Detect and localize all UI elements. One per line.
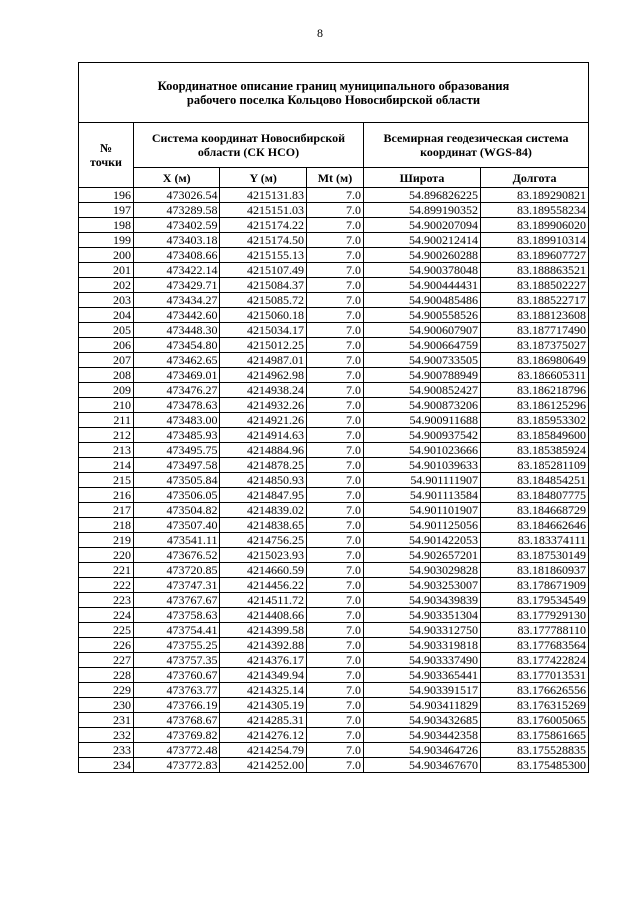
cell-point-number: 232 <box>79 728 134 743</box>
cell-y: 4214932.26 <box>220 398 307 413</box>
table-row <box>79 503 589 518</box>
cell-x: 473448.30 <box>133 323 220 338</box>
cell-latitude: 54.903319818 <box>363 638 480 653</box>
table-row <box>79 683 589 698</box>
cell-mt: 7.0 <box>306 578 363 593</box>
cell-point-number: 211 <box>79 413 134 428</box>
cell-x: 473757.35 <box>133 653 220 668</box>
cell-mt: 7.0 <box>306 698 363 713</box>
cell-point-number: 219 <box>79 533 134 548</box>
cell-x: 473026.54 <box>133 188 220 203</box>
header-point-symbol: № <box>99 141 112 155</box>
cell-longitude: 83.178671909 <box>481 578 589 593</box>
header-mt: Mt (м) <box>306 168 363 188</box>
table-row <box>79 293 589 308</box>
cell-mt: 7.0 <box>306 518 363 533</box>
cell-longitude: 83.177013531 <box>481 668 589 683</box>
cell-point-number: 230 <box>79 698 134 713</box>
cell-x: 473541.11 <box>133 533 220 548</box>
header-wgs-line-1: Всемирная геодезическая система <box>383 131 569 145</box>
cell-latitude: 54.900558526 <box>363 308 480 323</box>
table-row <box>79 203 589 218</box>
cell-point-number: 209 <box>79 383 134 398</box>
cell-x: 473505.84 <box>133 473 220 488</box>
cell-longitude: 83.177788110 <box>481 623 589 638</box>
cell-longitude: 83.177683564 <box>481 638 589 653</box>
cell-x: 473768.67 <box>133 713 220 728</box>
table-title <box>79 63 589 123</box>
cell-y: 4214660.59 <box>220 563 307 578</box>
cell-latitude: 54.900607907 <box>363 323 480 338</box>
cell-mt: 7.0 <box>306 293 363 308</box>
cell-point-number: 220 <box>79 548 134 563</box>
cell-mt: 7.0 <box>306 428 363 443</box>
cell-longitude: 83.188522717 <box>481 293 589 308</box>
cell-longitude: 83.187530149 <box>481 548 589 563</box>
cell-mt: 7.0 <box>306 653 363 668</box>
table-row <box>79 338 589 353</box>
cell-x: 473506.05 <box>133 488 220 503</box>
header-nso-system <box>133 123 363 168</box>
cell-longitude: 83.184807775 <box>481 488 589 503</box>
cell-latitude: 54.900873206 <box>363 398 480 413</box>
table-row <box>79 248 589 263</box>
header-latitude: Широта <box>363 168 480 188</box>
cell-x: 473766.19 <box>133 698 220 713</box>
cell-mt: 7.0 <box>306 218 363 233</box>
cell-mt: 7.0 <box>306 563 363 578</box>
cell-longitude: 83.175861665 <box>481 728 589 743</box>
table-row <box>79 278 589 293</box>
cell-longitude: 83.181860937 <box>481 563 589 578</box>
cell-mt: 7.0 <box>306 233 363 248</box>
cell-y: 4214392.88 <box>220 638 307 653</box>
cell-mt: 7.0 <box>306 473 363 488</box>
cell-mt: 7.0 <box>306 713 363 728</box>
cell-point-number: 229 <box>79 683 134 698</box>
cell-latitude: 54.900260288 <box>363 248 480 263</box>
cell-longitude: 83.187717490 <box>481 323 589 338</box>
cell-mt: 7.0 <box>306 383 363 398</box>
cell-y: 4214456.22 <box>220 578 307 593</box>
cell-mt: 7.0 <box>306 683 363 698</box>
cell-mt: 7.0 <box>306 203 363 218</box>
cell-x: 473504.82 <box>133 503 220 518</box>
cell-y: 4214987.01 <box>220 353 307 368</box>
cell-point-number: 215 <box>79 473 134 488</box>
table-row <box>79 713 589 728</box>
table-row <box>79 383 589 398</box>
cell-mt: 7.0 <box>306 623 363 638</box>
cell-longitude: 83.186605311 <box>481 368 589 383</box>
cell-point-number: 196 <box>79 188 134 203</box>
cell-y: 4214847.95 <box>220 488 307 503</box>
cell-x: 473469.01 <box>133 368 220 383</box>
cell-longitude: 83.186218796 <box>481 383 589 398</box>
cell-mt: 7.0 <box>306 398 363 413</box>
cell-point-number: 200 <box>79 248 134 263</box>
cell-longitude: 83.179534549 <box>481 593 589 608</box>
cell-mt: 7.0 <box>306 278 363 293</box>
cell-x: 473763.77 <box>133 683 220 698</box>
table-row <box>79 308 589 323</box>
cell-longitude: 83.184854251 <box>481 473 589 488</box>
cell-y: 4214921.26 <box>220 413 307 428</box>
cell-y: 4214850.93 <box>220 473 307 488</box>
table-row <box>79 743 589 758</box>
cell-x: 473485.93 <box>133 428 220 443</box>
cell-latitude: 54.903432685 <box>363 713 480 728</box>
cell-x: 473767.67 <box>133 593 220 608</box>
cell-x: 473483.00 <box>133 413 220 428</box>
cell-longitude: 83.176005065 <box>481 713 589 728</box>
cell-latitude: 54.903442358 <box>363 728 480 743</box>
table-row <box>79 233 589 248</box>
cell-mt: 7.0 <box>306 533 363 548</box>
table-row <box>79 458 589 473</box>
cell-latitude: 54.901039633 <box>363 458 480 473</box>
cell-latitude: 54.903464726 <box>363 743 480 758</box>
cell-mt: 7.0 <box>306 188 363 203</box>
cell-point-number: 226 <box>79 638 134 653</box>
table-row <box>79 428 589 443</box>
cell-longitude: 83.184662646 <box>481 518 589 533</box>
cell-y: 4214839.02 <box>220 503 307 518</box>
table-row <box>79 653 589 668</box>
cell-y: 4214305.19 <box>220 698 307 713</box>
cell-x: 473476.27 <box>133 383 220 398</box>
cell-y: 4214756.25 <box>220 533 307 548</box>
table-row <box>79 728 589 743</box>
cell-longitude: 83.185281109 <box>481 458 589 473</box>
cell-longitude: 83.189290821 <box>481 188 589 203</box>
table-row <box>79 758 589 773</box>
cell-longitude: 83.177422824 <box>481 653 589 668</box>
cell-point-number: 199 <box>79 233 134 248</box>
cell-latitude: 54.903253007 <box>363 578 480 593</box>
cell-longitude: 83.189910314 <box>481 233 589 248</box>
cell-latitude: 54.899190352 <box>363 203 480 218</box>
cell-longitude: 83.188863521 <box>481 263 589 278</box>
cell-point-number: 201 <box>79 263 134 278</box>
cell-latitude: 54.900733505 <box>363 353 480 368</box>
cell-mt: 7.0 <box>306 368 363 383</box>
table-row <box>79 668 589 683</box>
cell-x: 473429.71 <box>133 278 220 293</box>
cell-y: 4215174.50 <box>220 233 307 248</box>
cell-mt: 7.0 <box>306 443 363 458</box>
cell-y: 4215131.83 <box>220 188 307 203</box>
cell-point-number: 202 <box>79 278 134 293</box>
cell-longitude: 83.189607727 <box>481 248 589 263</box>
cell-latitude: 54.903467670 <box>363 758 480 773</box>
cell-latitude: 54.896826225 <box>363 188 480 203</box>
cell-longitude: 83.175485300 <box>481 758 589 773</box>
cell-point-number: 225 <box>79 623 134 638</box>
cell-y: 4214276.12 <box>220 728 307 743</box>
table-row <box>79 188 589 203</box>
cell-x: 473747.31 <box>133 578 220 593</box>
cell-latitude: 54.902657201 <box>363 548 480 563</box>
cell-latitude: 54.900207094 <box>363 218 480 233</box>
cell-mt: 7.0 <box>306 413 363 428</box>
cell-x: 473422.14 <box>133 263 220 278</box>
cell-point-number: 214 <box>79 458 134 473</box>
cell-point-number: 206 <box>79 338 134 353</box>
cell-latitude: 54.900212414 <box>363 233 480 248</box>
cell-latitude: 54.903351304 <box>363 608 480 623</box>
table-row <box>79 518 589 533</box>
cell-y: 4214914.63 <box>220 428 307 443</box>
table-title-line-2: рабочего поселка Кольцово Новосибирской области <box>186 92 481 107</box>
cell-x: 473478.63 <box>133 398 220 413</box>
cell-mt: 7.0 <box>306 338 363 353</box>
cell-latitude: 54.903337490 <box>363 653 480 668</box>
cell-latitude: 54.901101907 <box>363 503 480 518</box>
cell-x: 473462.65 <box>133 353 220 368</box>
cell-y: 4215023.93 <box>220 548 307 563</box>
cell-latitude: 54.901023666 <box>363 443 480 458</box>
cell-y: 4215107.49 <box>220 263 307 278</box>
table-row <box>79 263 589 278</box>
header-longitude: Долгота <box>481 168 589 188</box>
cell-x: 473676.52 <box>133 548 220 563</box>
cell-x: 473442.60 <box>133 308 220 323</box>
cell-y: 4214349.94 <box>220 668 307 683</box>
cell-latitude: 54.903411829 <box>363 698 480 713</box>
cell-mt: 7.0 <box>306 308 363 323</box>
cell-mt: 7.0 <box>306 758 363 773</box>
cell-longitude: 83.185849600 <box>481 428 589 443</box>
cell-x: 473507.40 <box>133 518 220 533</box>
cell-longitude: 83.187375027 <box>481 338 589 353</box>
cell-latitude: 54.900788949 <box>363 368 480 383</box>
cell-mt: 7.0 <box>306 488 363 503</box>
table-row <box>79 638 589 653</box>
cell-point-number: 218 <box>79 518 134 533</box>
cell-longitude: 83.188502227 <box>481 278 589 293</box>
table-row <box>79 413 589 428</box>
cell-x: 473495.75 <box>133 443 220 458</box>
cell-x: 473760.67 <box>133 668 220 683</box>
cell-longitude: 83.186125296 <box>481 398 589 413</box>
table-row <box>79 698 589 713</box>
cell-point-number: 224 <box>79 608 134 623</box>
cell-point-number: 197 <box>79 203 134 218</box>
cell-latitude: 54.901125056 <box>363 518 480 533</box>
table-row <box>79 443 589 458</box>
cell-longitude: 83.188123608 <box>481 308 589 323</box>
cell-latitude: 54.900485486 <box>363 293 480 308</box>
cell-x: 473434.27 <box>133 293 220 308</box>
cell-y: 4215155.13 <box>220 248 307 263</box>
table-row <box>79 623 589 638</box>
table-row <box>79 563 589 578</box>
table-row <box>79 398 589 413</box>
table-row <box>79 608 589 623</box>
cell-y: 4215034.17 <box>220 323 307 338</box>
cell-point-number: 223 <box>79 593 134 608</box>
cell-mt: 7.0 <box>306 668 363 683</box>
cell-y: 4214962.98 <box>220 368 307 383</box>
cell-longitude: 83.175528835 <box>481 743 589 758</box>
cell-x: 473772.83 <box>133 758 220 773</box>
table-row <box>79 473 589 488</box>
cell-x: 473720.85 <box>133 563 220 578</box>
cell-longitude: 83.183374111 <box>481 533 589 548</box>
cell-latitude: 54.901111907 <box>363 473 480 488</box>
header-nso-line-1: Система координат Новосибирской <box>151 131 346 145</box>
cell-point-number: 227 <box>79 653 134 668</box>
cell-y: 4214511.72 <box>220 593 307 608</box>
table-row <box>79 323 589 338</box>
cell-latitude: 54.900852427 <box>363 383 480 398</box>
cell-mt: 7.0 <box>306 548 363 563</box>
header-point-number <box>79 123 134 188</box>
cell-y: 4215151.03 <box>220 203 307 218</box>
cell-point-number: 210 <box>79 398 134 413</box>
table-row <box>79 548 589 563</box>
header-wgs-line-2: координат (WGS-84) <box>420 145 532 159</box>
cell-y: 4215012.25 <box>220 338 307 353</box>
cell-longitude: 83.189558234 <box>481 203 589 218</box>
cell-longitude: 83.176315269 <box>481 698 589 713</box>
table-row <box>79 488 589 503</box>
cell-latitude: 54.903312750 <box>363 623 480 638</box>
cell-y: 4214884.96 <box>220 443 307 458</box>
cell-mt: 7.0 <box>306 323 363 338</box>
cell-longitude: 83.185385924 <box>481 443 589 458</box>
cell-point-number: 213 <box>79 443 134 458</box>
cell-y: 4215084.37 <box>220 278 307 293</box>
header-point-label: точки <box>89 155 122 169</box>
cell-longitude: 83.185953302 <box>481 413 589 428</box>
cell-y: 4214408.66 <box>220 608 307 623</box>
cell-y: 4214254.79 <box>220 743 307 758</box>
cell-mt: 7.0 <box>306 593 363 608</box>
cell-mt: 7.0 <box>306 353 363 368</box>
cell-x: 473408.66 <box>133 248 220 263</box>
cell-latitude: 54.901113584 <box>363 488 480 503</box>
header-x: X (м) <box>133 168 220 188</box>
cell-y: 4215085.72 <box>220 293 307 308</box>
cell-point-number: 198 <box>79 218 134 233</box>
cell-point-number: 203 <box>79 293 134 308</box>
cell-point-number: 222 <box>79 578 134 593</box>
page-number: 8 <box>317 26 323 40</box>
cell-latitude: 54.903029828 <box>363 563 480 578</box>
cell-longitude: 83.184668729 <box>481 503 589 518</box>
cell-point-number: 205 <box>79 323 134 338</box>
table-row <box>79 593 589 608</box>
cell-x: 473454.80 <box>133 338 220 353</box>
cell-point-number: 217 <box>79 503 134 518</box>
cell-point-number: 228 <box>79 668 134 683</box>
cell-x: 473755.25 <box>133 638 220 653</box>
table-row <box>79 353 589 368</box>
cell-y: 4215174.22 <box>220 218 307 233</box>
cell-mt: 7.0 <box>306 608 363 623</box>
table-row <box>79 368 589 383</box>
cell-mt: 7.0 <box>306 728 363 743</box>
table-title-line-1: Координатное описание границ муниципального образования <box>157 78 510 93</box>
cell-latitude: 54.900911688 <box>363 413 480 428</box>
cell-x: 473403.18 <box>133 233 220 248</box>
table-row <box>79 578 589 593</box>
cell-y: 4214325.14 <box>220 683 307 698</box>
cell-latitude: 54.900664759 <box>363 338 480 353</box>
cell-mt: 7.0 <box>306 743 363 758</box>
table-body <box>79 188 589 773</box>
cell-latitude: 54.900378048 <box>363 263 480 278</box>
cell-y: 4214399.58 <box>220 623 307 638</box>
cell-y: 4214285.31 <box>220 713 307 728</box>
header-wgs-system <box>363 123 588 168</box>
cell-y: 4214878.25 <box>220 458 307 473</box>
cell-point-number: 207 <box>79 353 134 368</box>
cell-point-number: 221 <box>79 563 134 578</box>
cell-point-number: 234 <box>79 758 134 773</box>
cell-point-number: 212 <box>79 428 134 443</box>
cell-point-number: 204 <box>79 308 134 323</box>
cell-latitude: 54.901422053 <box>363 533 480 548</box>
cell-mt: 7.0 <box>306 458 363 473</box>
cell-mt: 7.0 <box>306 263 363 278</box>
cell-point-number: 231 <box>79 713 134 728</box>
cell-longitude: 83.189906020 <box>481 218 589 233</box>
cell-mt: 7.0 <box>306 248 363 263</box>
cell-latitude: 54.903365441 <box>363 668 480 683</box>
coordinates-table <box>78 62 589 773</box>
cell-mt: 7.0 <box>306 638 363 653</box>
cell-mt: 7.0 <box>306 503 363 518</box>
cell-longitude: 83.186980649 <box>481 353 589 368</box>
cell-y: 4214838.65 <box>220 518 307 533</box>
cell-point-number: 233 <box>79 743 134 758</box>
cell-longitude: 83.176626556 <box>481 683 589 698</box>
cell-x: 473289.58 <box>133 203 220 218</box>
cell-y: 4214938.24 <box>220 383 307 398</box>
header-y: Y (м) <box>220 168 307 188</box>
cell-point-number: 208 <box>79 368 134 383</box>
header-nso-line-2: области (СК НСО) <box>197 145 300 159</box>
cell-x: 473758.63 <box>133 608 220 623</box>
cell-x: 473497.58 <box>133 458 220 473</box>
cell-y: 4214252.00 <box>220 758 307 773</box>
cell-latitude: 54.900444431 <box>363 278 480 293</box>
table-row <box>79 533 589 548</box>
cell-point-number: 216 <box>79 488 134 503</box>
cell-y: 4215060.18 <box>220 308 307 323</box>
cell-x: 473769.82 <box>133 728 220 743</box>
cell-longitude: 83.177929130 <box>481 608 589 623</box>
cell-y: 4214376.17 <box>220 653 307 668</box>
cell-x: 473754.41 <box>133 623 220 638</box>
cell-latitude: 54.900937542 <box>363 428 480 443</box>
cell-x: 473402.59 <box>133 218 220 233</box>
table-row <box>79 218 589 233</box>
cell-latitude: 54.903439839 <box>363 593 480 608</box>
cell-x: 473772.48 <box>133 743 220 758</box>
cell-latitude: 54.903391517 <box>363 683 480 698</box>
